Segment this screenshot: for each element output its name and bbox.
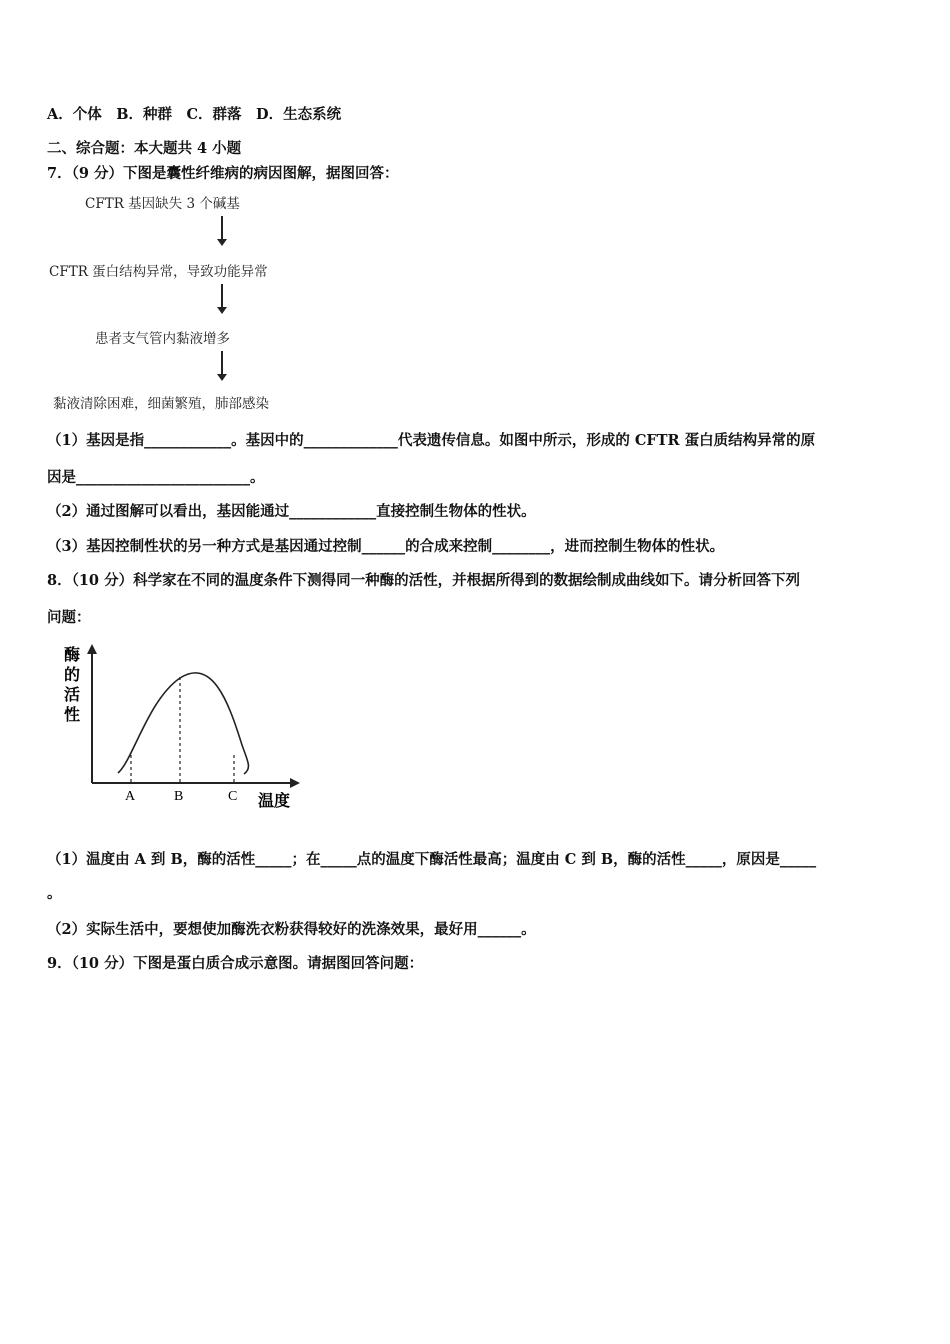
q7-flow-diagram <box>47 188 317 413</box>
y-label-char-2: 的 <box>64 665 81 684</box>
q8-p1-line1: （1）温度由 A 到 B，酶的活性_____；在_____点的温度下酶活性最高；温度由 C 到 B，酶的活性_____，原因是_____ <box>47 851 817 868</box>
flow-step-1: CFTR 基因缺失 3 个碱基 <box>85 196 240 212</box>
flow-arrow-2 <box>221 284 223 312</box>
flow-step-2: CFTR 蛋白结构异常，导致功能异常 <box>49 264 268 280</box>
flow-arrow-3 <box>221 351 223 379</box>
flow-step-4: 黏液清除困难，细菌繁殖，肺部感染 <box>53 396 269 412</box>
q7-header: 7．（9 分）下图是囊性纤维病的病因图解，据图回答： <box>47 165 399 182</box>
activity-curve <box>118 673 248 774</box>
q9-header: 9．（10 分）下图是蛋白质合成示意图。请据图回答问题： <box>47 955 424 972</box>
y-axis-arrow <box>87 644 97 654</box>
x-axis-arrow <box>290 778 300 788</box>
q8-header-line1: 8．（10 分）科学家在不同的温度条件下测得同一种酶的活性，并根据所得到的数据绘制成曲线如下。请分析回答下列 <box>47 572 801 589</box>
enzyme-activity-chart <box>58 640 308 812</box>
q8-header-line2: 问题： <box>47 609 91 626</box>
q7-p2: （2）通过图解可以看出，基因能通过____________直接控制生物体的性状。 <box>47 503 536 520</box>
q8-p2: （2）实际生活中，要想使加酶洗衣粉获得较好的洗涤效果，最好用______。 <box>47 921 536 938</box>
y-label-char-4: 性 <box>64 705 81 724</box>
q8-p1-line2: 。 <box>47 885 62 902</box>
x-axis-label: 温度 <box>258 791 291 810</box>
y-label-char-1: 酶 <box>64 645 81 664</box>
q7-p1-line2: 因是________________________。 <box>47 469 265 486</box>
tick-label-a: A <box>125 789 136 804</box>
tick-label-b: B <box>174 789 184 804</box>
y-label-char-3: 活 <box>64 685 81 704</box>
flow-arrow-1 <box>221 216 223 244</box>
options-line: A．个体 B．种群 C．群落 D．生态系统 <box>47 106 342 123</box>
flow-step-3: 患者支气管内黏液增多 <box>95 331 230 347</box>
section-title: 二、综合题：本大题共 4 小题 <box>47 140 242 157</box>
tick-label-c: C <box>228 789 238 804</box>
q7-p3: （3）基因控制性状的另一种方式是基因通过控制______的合成来控制________，进而控制生物体的性状。 <box>47 538 725 555</box>
q7-p1-line1: （1）基因是指____________。基因中的_____________代表遗传信息。如图中所示，形成的 CFTR 蛋白质结构异常的原 <box>47 432 816 449</box>
